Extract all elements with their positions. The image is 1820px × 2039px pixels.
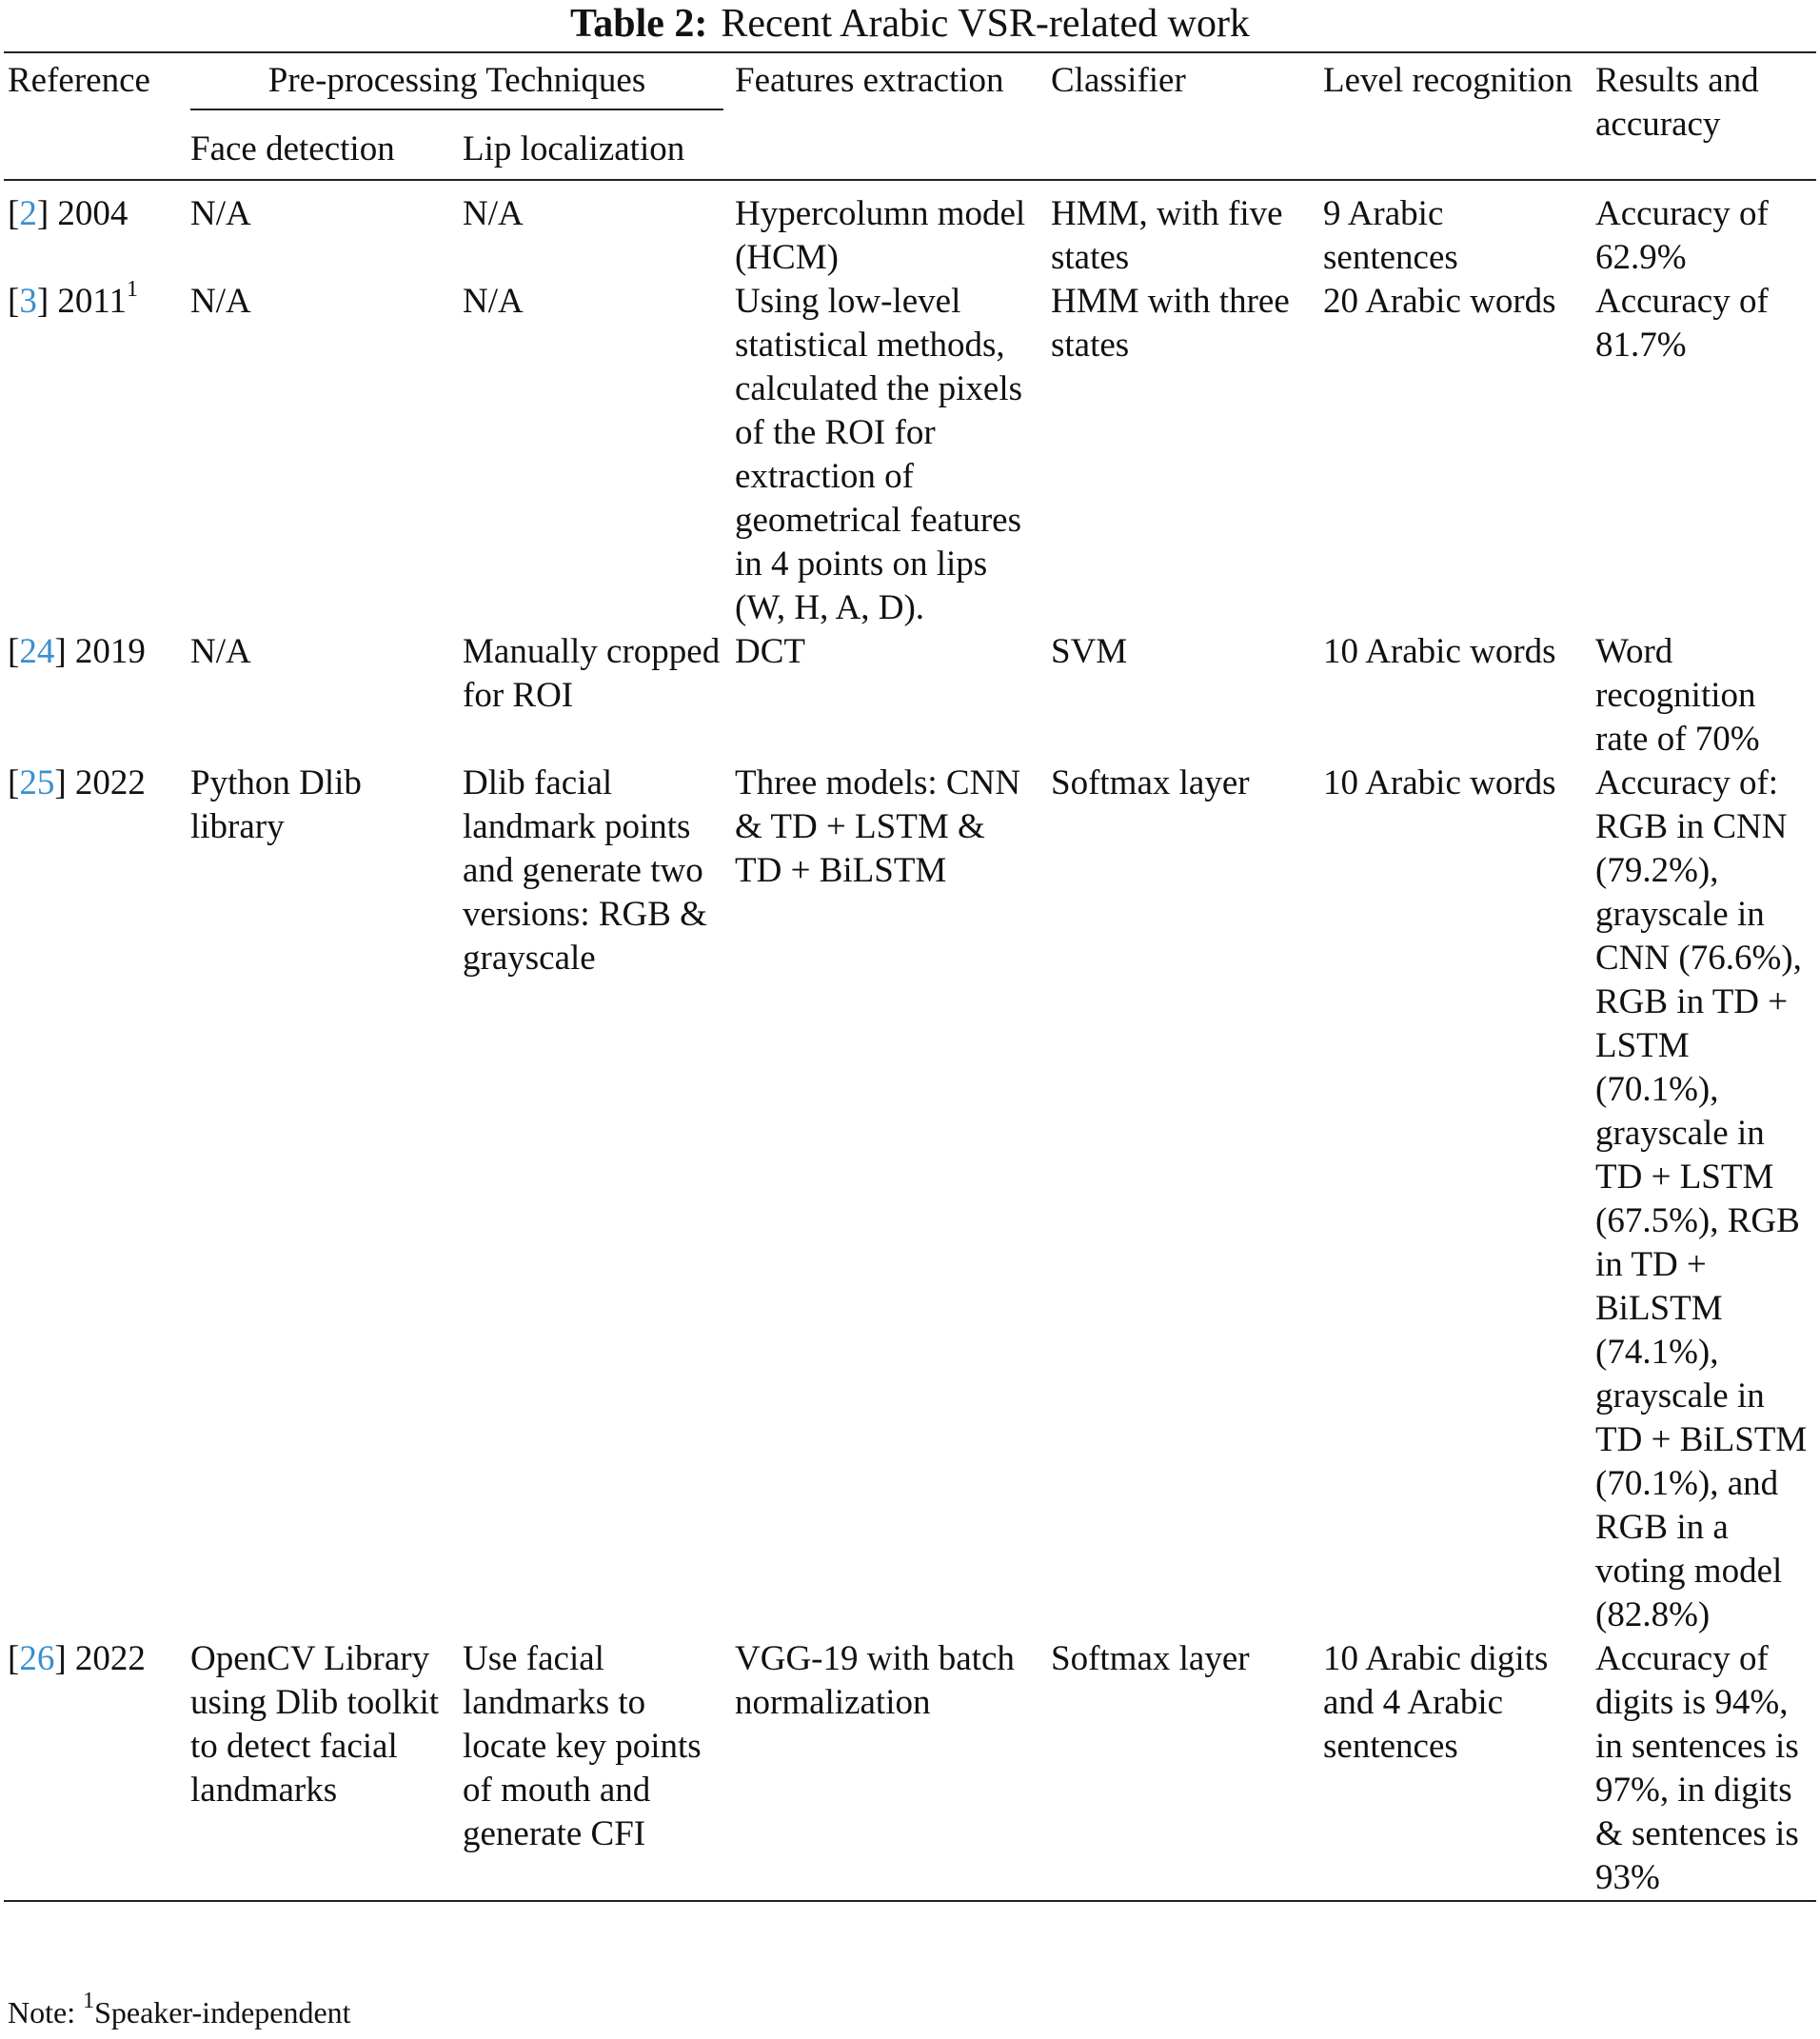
cell-face: N/A bbox=[190, 194, 251, 233]
table-row bbox=[4, 630, 1816, 762]
header-preprocessing-label: Pre-processing Techniques bbox=[190, 59, 723, 110]
table-row bbox=[4, 180, 1816, 280]
table-row bbox=[4, 280, 1816, 630]
cell-level: 9 Arabic sentences bbox=[1323, 194, 1458, 277]
cell-reference: [2] 2004 bbox=[8, 194, 129, 233]
cell-face: Python Dlib library bbox=[190, 763, 362, 846]
citation-link[interactable]: 3 bbox=[19, 282, 37, 321]
cell-lip: N/A bbox=[463, 194, 524, 233]
vsr-work-table bbox=[4, 51, 1816, 1902]
reference-year: 2011 bbox=[57, 282, 128, 321]
cell-reference: [25] 2022 bbox=[8, 763, 146, 802]
cell-level: 10 Arabic words bbox=[1323, 763, 1556, 802]
footnote-marker: 1 bbox=[127, 276, 139, 302]
header-reference: Reference bbox=[4, 52, 187, 180]
cell-face: N/A bbox=[190, 282, 251, 321]
cell-face: N/A bbox=[190, 632, 251, 671]
header-level: Level recognition bbox=[1319, 52, 1592, 180]
table-row bbox=[4, 1637, 1816, 1901]
cell-lip: N/A bbox=[463, 282, 524, 321]
cell-reference: [26] 2022 bbox=[4, 1637, 187, 1901]
header-classifier: Classifier bbox=[1047, 52, 1319, 180]
cell-results: Accuracy of digits is 94%, in sentences is 97%, in digits & sentences is 93% bbox=[1592, 1637, 1816, 1901]
cell-level: 20 Arabic words bbox=[1323, 282, 1556, 321]
reference-year: 2022 bbox=[74, 1639, 146, 1678]
cell-results: Accuracy of 62.9% bbox=[1595, 194, 1769, 277]
citation-link[interactable]: 24 bbox=[19, 632, 55, 671]
reference-year: 2022 bbox=[74, 763, 146, 802]
cell-classifier: HMM, with five states bbox=[1051, 194, 1283, 277]
cell-features: VGG-19 with batch normalization bbox=[731, 1637, 1047, 1901]
caption-text: Recent Arabic VSR-related work bbox=[721, 2, 1250, 46]
cell-results: Word recognition rate of 70% bbox=[1595, 632, 1760, 759]
caption-label: Table 2: bbox=[570, 2, 708, 46]
citation-link[interactable]: 2 bbox=[19, 194, 37, 233]
cell-features: Using low-level statistical methods, calculated the pixels of the ROI for extraction of geometrical features in 4 points on lips (W, H, A, D). bbox=[735, 282, 1023, 627]
cell-features: DCT bbox=[735, 632, 805, 671]
table-caption bbox=[0, 0, 1820, 49]
table-note bbox=[8, 1989, 351, 2031]
cell-classifier: Softmax layer bbox=[1051, 763, 1250, 802]
cell-results: Accuracy of: RGB in CNN (79.2%), grayscale in CNN (76.6%), RGB in TD + LSTM (70.1%), grayscale in TD + LSTM (67.5%), RGB in TD + BiLSTM (74.1%), grayscale in TD + BiLSTM (70.1%), and RGB in a voting model (82.8%) bbox=[1595, 763, 1808, 1634]
header-lip-localization: Lip localization bbox=[459, 116, 731, 180]
cell-lip: Manually cropped for ROI bbox=[463, 632, 721, 715]
cell-classifier: HMM with three states bbox=[1051, 282, 1290, 365]
cell-level: 10 Arabic digits and 4 Arabic sentences bbox=[1319, 1637, 1592, 1901]
cell-lip: Dlib facial landmark points and generate two versions: RGB & grayscale bbox=[463, 763, 707, 978]
note-text: Speaker-independent bbox=[94, 1995, 351, 2029]
cell-classifier: SVM bbox=[1051, 632, 1128, 671]
header-features: Features extraction bbox=[731, 52, 1047, 180]
header-preprocessing bbox=[187, 52, 731, 116]
cell-reference: [24] 2019 bbox=[8, 632, 146, 671]
cell-lip: Use facial landmarks to locate key points of mouth and generate CFI bbox=[459, 1637, 731, 1901]
citation-link[interactable]: 26 bbox=[19, 1639, 55, 1678]
cell-features: Three models: CNN & TD + LSTM & TD + BiLSTM bbox=[735, 763, 1021, 890]
reference-year: 2004 bbox=[57, 194, 129, 233]
cell-results: Accuracy of 81.7% bbox=[1595, 282, 1769, 365]
cell-reference: [3] 2011$^1$ bbox=[8, 276, 139, 321]
note-prefix: Note: bbox=[8, 1995, 76, 2029]
cell-classifier: Softmax layer bbox=[1047, 1637, 1319, 1901]
header-face-detection: Face detection bbox=[187, 116, 459, 180]
header-results: Results and accuracy bbox=[1592, 52, 1816, 180]
cell-face: OpenCV Library using Dlib toolkit to detect facial landmarks bbox=[187, 1637, 459, 1901]
citation-link[interactable]: 25 bbox=[19, 763, 55, 802]
cell-features: Hypercolumn model (HCM) bbox=[735, 194, 1026, 277]
note-marker: 1 bbox=[83, 1989, 95, 2014]
reference-year: 2019 bbox=[74, 632, 146, 671]
table-row bbox=[4, 762, 1816, 1637]
cell-level: 10 Arabic words bbox=[1323, 632, 1556, 671]
